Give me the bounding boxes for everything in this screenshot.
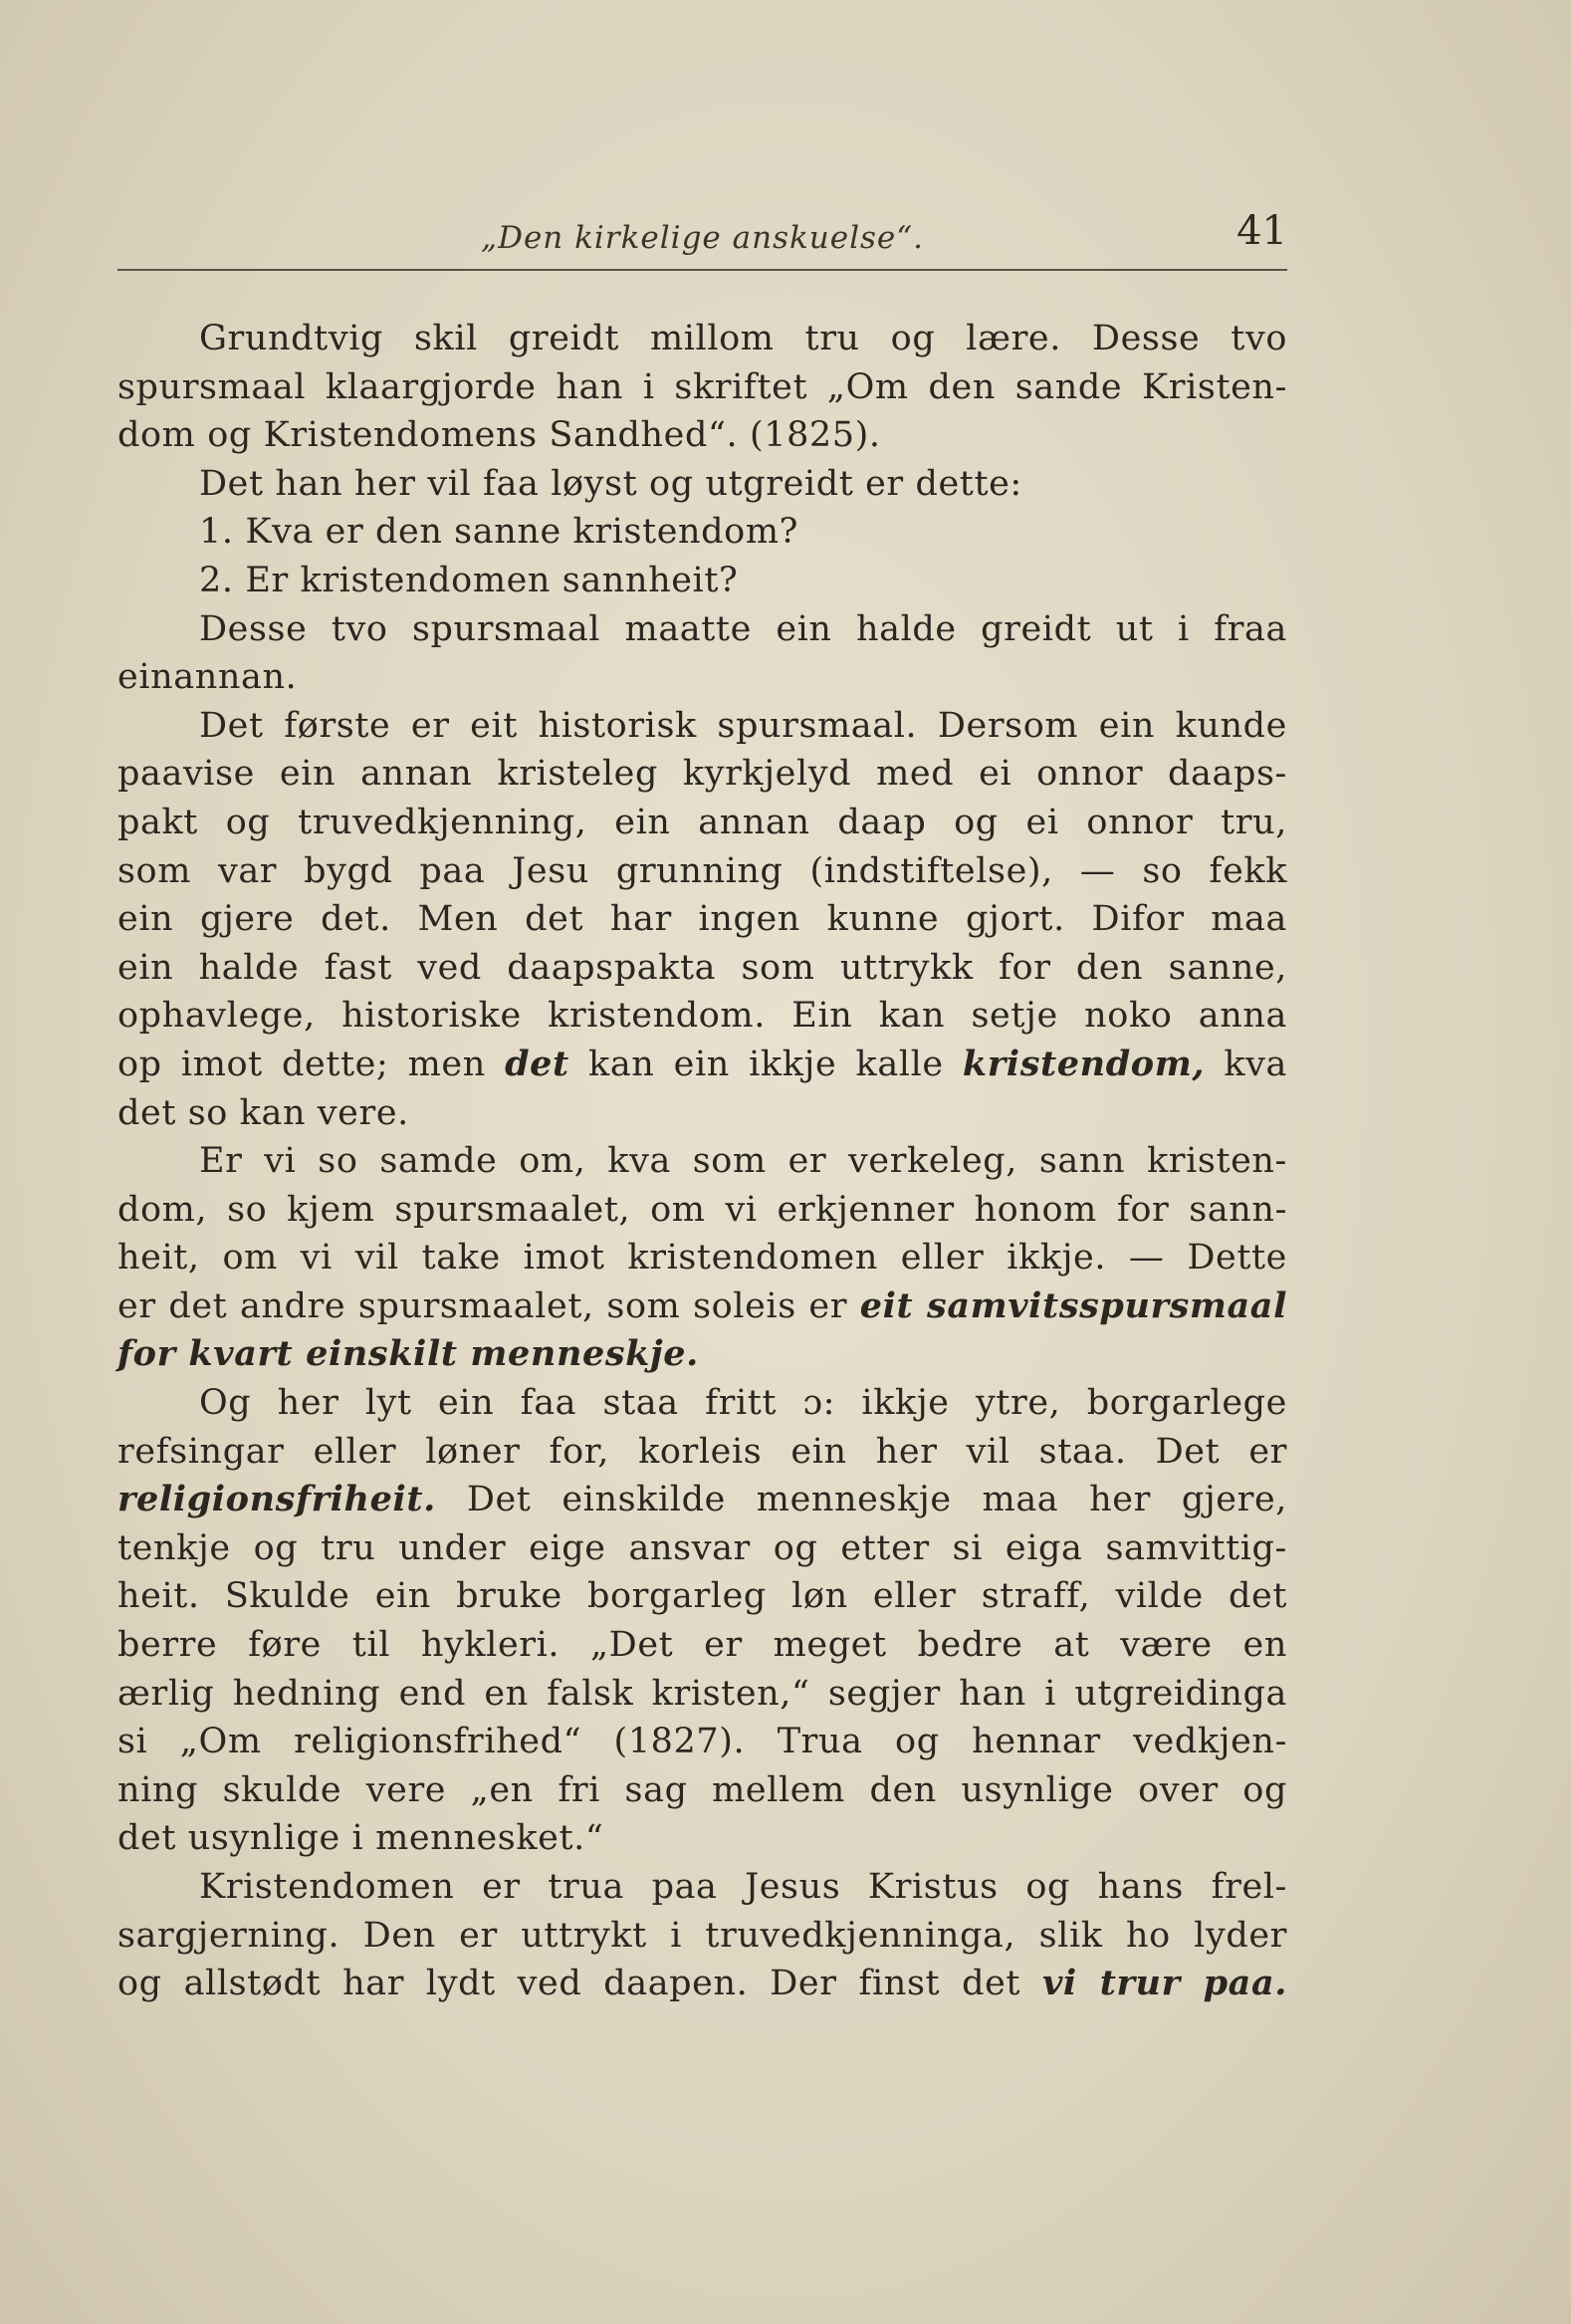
text-line: Desse tvo spursmaal maatte ein halde greidt ut i fraa	[199, 608, 1287, 649]
header-rule	[117, 269, 1287, 271]
text-line: heit, om vi vil take imot kristendomen eller ikkje. — Dette	[117, 1238, 1287, 1278]
text-line: dom, so kjem spursmaalet, om vi erkjenner honom for sann-	[117, 1189, 1287, 1230]
text-line: som var bygd paa Jesu grunning (indstiftelse), — so fekk	[117, 850, 1287, 891]
text-line: Grundtvig skil greidt millom tru og lære. Desse tvo	[199, 319, 1287, 358]
text-line: dom og Kristendomens Sandhed“. (1825).	[117, 415, 881, 456]
text-line	[117, 1476, 1287, 1524]
page-number: 41	[1236, 208, 1287, 254]
emphasized-text: vi trur paa.	[1041, 1963, 1288, 2004]
text-line: pakt og truvedkjenning, ein annan daap og ei onnor tru,	[117, 802, 1287, 842]
text-line: det usynlige i mennesket.“	[117, 1818, 604, 1859]
text-line: refsingar eller løner for, korleis ein her vil staa. Det er	[117, 1431, 1287, 1472]
text-line: 1. Kva er den sanne kristendom?	[199, 512, 798, 553]
body-text	[117, 315, 1287, 2008]
text-line: paavise ein annan kristeleg kyrkjelyd med ei onnor daaps-	[117, 754, 1287, 795]
text-line: Er vi so samde om, kva som er verkeleg, sann kristen-	[199, 1141, 1287, 1182]
text-line: 2. Er kristendomen sannheit?	[199, 560, 739, 600]
emphasized-text: eit samvitsspursmaal	[859, 1284, 1287, 1326]
text-line: Kristendomen er trua paa Jesus Kristus og hans frel-	[199, 1867, 1287, 1907]
text-line: heit. Skulde ein bruke borgarleg løn eller straff, vilde det	[117, 1576, 1287, 1617]
text-run: er det andre spursmaalet, som soleis er	[117, 1285, 860, 1326]
text-line: Det han her vil faa løyst og utgreidt er dette:	[199, 463, 1022, 504]
text-line: sargjerning. Den er uttrykt i truvedkjenninga, slik ho lyder	[117, 1915, 1287, 1956]
text-run: kva	[1205, 1044, 1288, 1084]
text-run: Det einskilde menneskje maa her gjere,	[435, 1480, 1287, 1520]
text-line: ning skulde vere „en fri sag mellem den usynlige over og	[117, 1769, 1287, 1810]
emphasized-text: det	[505, 1043, 569, 1084]
text-line: Og her lyt ein faa staa fritt ɔ: ikkje ytre, borgarlege	[199, 1383, 1287, 1424]
emphasized-text: kristendom,	[962, 1043, 1206, 1084]
emphasized-text: for kvart einskilt menneskje.	[117, 1333, 699, 1375]
text-line: ein gjere det. Men det har ingen kunne gjort. Difor maa	[117, 899, 1287, 940]
text-line: ærlig hedning end en falsk kristen,“ segjer han i utgreidinga	[117, 1673, 1287, 1714]
text-line: det so kan vere.	[117, 1092, 409, 1133]
text-run: og allstødt har lydt ved daapen. Der finst det	[117, 1964, 1042, 2004]
text-line: tenkje og tru under eige ansvar og etter si eiga samvittig-	[117, 1527, 1287, 1568]
text-line: Det første er eit historisk spursmaal. Dersom ein kunde	[199, 705, 1287, 746]
text-line: ophavlege, historiske kristendom. Ein kan setje noko anna	[117, 996, 1287, 1037]
text-line	[117, 1041, 1287, 1089]
text-line: ein halde fast ved daapspakta som uttrykk for den sanne,	[117, 947, 1287, 988]
text-line	[117, 1960, 1287, 2008]
text-run: kan ein ikkje kalle	[568, 1044, 963, 1084]
text-line: spursmaal klaargjorde han i skriftet „Om den sande Kristen-	[117, 366, 1287, 407]
running-head: „Den kirkelige anskuelse“.	[481, 220, 924, 256]
text-line: einannan.	[117, 657, 298, 698]
text-line: berre føre til hykleri. „Det er meget bedre at være en	[117, 1625, 1287, 1666]
text-line: si „Om religionsfrihed“ (1827). Trua og hennar vedkjen-	[117, 1722, 1287, 1762]
text-line	[117, 1330, 1287, 1379]
text-run: op imot dette; men	[117, 1044, 506, 1084]
page-header	[117, 204, 1287, 266]
text-line	[117, 1282, 1287, 1331]
emphasized-text: religionsfriheit.	[117, 1479, 436, 1520]
